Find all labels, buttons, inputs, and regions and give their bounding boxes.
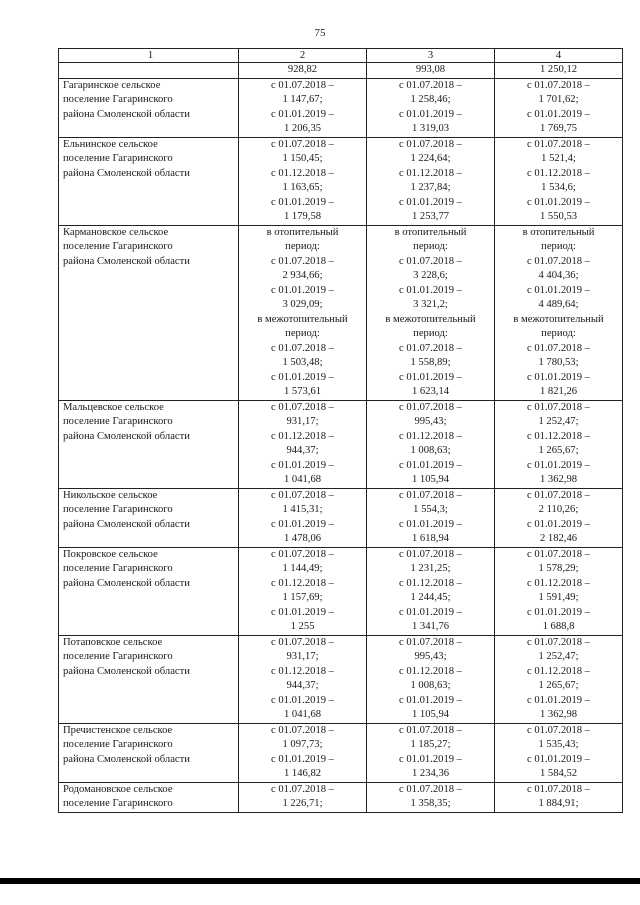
cell-line: с 01.01.2019 – (399, 108, 462, 120)
cell-line: с 01.07.2018 – (271, 636, 334, 648)
cell-line: Родомановское сельское (63, 783, 173, 795)
cell-line: с 01.01.2019 – (399, 284, 462, 296)
table-row (59, 547, 623, 635)
settlement-name-cell (59, 137, 239, 225)
cell-line: с 01.01.2019 – (271, 284, 334, 296)
cell-line: с 01.07.2018 – (527, 636, 590, 648)
cell-line: с 01.07.2018 – (527, 783, 590, 795)
cell-line: 1 688,8 (542, 621, 575, 632)
tariff-col-3-cell (367, 635, 495, 723)
cell-line: с 01.01.2019 – (271, 518, 334, 530)
tariff-col-3-cell (367, 782, 495, 812)
cell-line: с 01.07.2018 – (399, 138, 462, 150)
cell-line: 2 934,66; (282, 270, 323, 281)
tariff-col-2-cell (239, 63, 367, 79)
cell-line: 1 253,77 (411, 211, 450, 222)
cell-line: с 01.01.2019 – (527, 284, 590, 296)
tariff-col-3-cell (367, 400, 495, 488)
settlement-name-cell (59, 225, 239, 400)
tariff-col-3-cell (367, 488, 495, 547)
cell-line: в отопительный (522, 226, 595, 238)
cell-line: с 01.07.2018 – (399, 342, 462, 354)
table-row (59, 63, 623, 79)
cell-line: 1 478,06 (283, 533, 322, 544)
tariff-col-3-cell (367, 723, 495, 782)
tariff-col-2-cell (239, 723, 367, 782)
cell-line: 944,37; (286, 445, 319, 456)
cell-line: 1 146,82 (283, 768, 322, 779)
cell-line: 1 780,53; (538, 357, 579, 368)
cell-line: 1 769,75 (539, 123, 578, 134)
cell-line: с 01.01.2019 – (271, 108, 334, 120)
settlement-name-cell (59, 488, 239, 547)
cell-line: 1 573,61 (283, 386, 322, 397)
cell-line: с 01.07.2018 – (271, 724, 334, 736)
cell-line: с 01.01.2019 – (271, 753, 334, 765)
cell-line: с 01.07.2018 – (271, 783, 334, 795)
cell-line: с 01.01.2019 – (399, 196, 462, 208)
cell-line: 1 157,69; (282, 592, 323, 603)
cell-line: 1 185,27; (410, 739, 451, 750)
cell-line: 944,37; (286, 680, 319, 691)
tariff-table-body (59, 49, 623, 813)
cell-line: 1 265,67; (538, 680, 579, 691)
tariff-col-4-cell (495, 225, 623, 400)
cell-line: 1 535,43; (538, 739, 579, 750)
cell-line: период: (413, 328, 448, 339)
cell-line: 3 029,09; (282, 299, 323, 310)
tariff-col-4-cell (495, 137, 623, 225)
cell-line: района Смоленской области (63, 577, 190, 589)
cell-line: 1 623,14 (411, 386, 450, 397)
cell-line: с 01.07.2018 – (399, 255, 462, 267)
tariff-col-3-cell (367, 78, 495, 137)
cell-line: 3 228,6; (413, 270, 448, 281)
cell-line: 3 321,2; (413, 299, 448, 310)
cell-line: района Смоленской области (63, 430, 190, 442)
cell-line: с 01.01.2019 – (271, 196, 334, 208)
cell-line: 1 206,35 (283, 123, 322, 134)
cell-line: 995,43; (414, 416, 447, 427)
tariff-col-2-cell (239, 782, 367, 812)
tariff-col-2-cell (239, 488, 367, 547)
settlement-name-cell (59, 782, 239, 812)
cell-line: 1 041,68 (283, 474, 322, 485)
cell-line: 1 097,73; (282, 739, 323, 750)
cell-line: 1 578,29; (538, 563, 579, 574)
cell-line: 1 237,84; (410, 182, 451, 193)
cell-line: поселение Гагаринского (63, 563, 173, 574)
settlement-name-cell (59, 547, 239, 635)
cell-line: с 01.07.2018 – (399, 79, 462, 91)
cell-line: с 01.07.2018 – (271, 548, 334, 560)
table-row (59, 137, 623, 225)
cell-line: с 01.07.2018 – (399, 636, 462, 648)
cell-line: 4 404,36; (538, 270, 579, 281)
cell-line: с 01.07.2018 – (271, 489, 334, 501)
cell-line: с 01.07.2018 – (271, 342, 334, 354)
tariff-col-4-cell (495, 635, 623, 723)
cell-line: 1 358,35; (410, 798, 451, 809)
settlement-name-cell (59, 723, 239, 782)
tariff-col-2-cell (239, 635, 367, 723)
tariff-col-3-cell (367, 137, 495, 225)
tariff-col-2-cell (239, 137, 367, 225)
cell-line: с 01.01.2019 – (399, 518, 462, 530)
cell-line: с 01.07.2018 – (271, 401, 334, 413)
cell-line: 1 362,98 (539, 709, 578, 720)
cell-line: с 01.01.2019 – (527, 753, 590, 765)
cell-line: с 01.12.2018 – (527, 167, 590, 179)
page-number: 75 (314, 27, 326, 39)
cell-line: 1 362,98 (539, 474, 578, 485)
cell-line: поселение Гагаринского (63, 241, 173, 252)
cell-line: с 01.07.2018 – (527, 401, 590, 413)
cell-line: района Смоленской области (63, 167, 190, 179)
settlement-name-cell (59, 78, 239, 137)
cell-line: Кармановское сельское (63, 226, 169, 238)
cell-line: с 01.01.2019 – (527, 371, 590, 383)
table-row (59, 635, 623, 723)
cell-line: с 01.01.2019 – (399, 459, 462, 471)
cell-line: с 01.01.2019 – (527, 694, 590, 706)
tariff-col-2-cell (239, 225, 367, 400)
tariff-col-2-cell (239, 547, 367, 635)
cell-line: с 01.07.2018 – (399, 548, 462, 560)
cell-line: в отопительный (266, 226, 339, 238)
cell-line: 1 265,67; (538, 445, 579, 456)
cell-line: 1 041,68 (283, 709, 322, 720)
cell-line: Никольское сельское (63, 489, 158, 501)
cell-line: с 01.01.2019 – (271, 606, 334, 618)
cell-line: Пречистенское сельское (63, 724, 173, 736)
cell-line: с 01.12.2018 – (527, 577, 590, 589)
cell-line: с 01.07.2018 – (527, 255, 590, 267)
cell-line: 1 618,94 (411, 533, 450, 544)
cell-line: 1 521,4; (541, 153, 576, 164)
settlement-name-cell (59, 635, 239, 723)
table-row (59, 723, 623, 782)
cell-line: 995,43; (414, 651, 447, 662)
cell-line: 1 319,03 (411, 123, 450, 134)
cell-line: с 01.01.2019 – (527, 108, 590, 120)
cell-line: поселение Гагаринского (63, 651, 173, 662)
cell-line: 1 231,25; (410, 563, 451, 574)
cell-line: 1 008,63; (410, 445, 451, 456)
cell-line: поселение Гагаринского (63, 798, 173, 809)
cell-line: с 01.07.2018 – (271, 255, 334, 267)
cell-line: в отопительный (394, 226, 467, 238)
cell-line: с 01.12.2018 – (399, 167, 462, 179)
cell-line: 1 341,76 (411, 621, 450, 632)
tariff-col-4-cell (495, 723, 623, 782)
cell-line: Покровское сельское (63, 548, 158, 560)
cell-line: поселение Гагаринского (63, 153, 173, 164)
cell-line: с 01.07.2018 – (527, 79, 590, 91)
header-col-1: 1 (59, 49, 239, 63)
cell-line: 1 258,46; (410, 94, 451, 105)
cell-line: с 01.07.2018 – (399, 783, 462, 795)
cell-line: 1 252,47; (538, 651, 579, 662)
cell-line: с 01.01.2019 – (399, 371, 462, 383)
cell-line: с 01.12.2018 – (271, 665, 334, 677)
cell-line: 1 584,52 (539, 768, 578, 779)
tariff-col-3-cell (367, 225, 495, 400)
table-row (59, 225, 623, 400)
cell-line: 1 244,45; (410, 592, 451, 603)
cell-line: района Смоленской области (63, 518, 190, 530)
tariff-col-4-cell (495, 400, 623, 488)
cell-line: в межотопительный (257, 313, 348, 325)
cell-line: 928,82 (287, 64, 318, 75)
cell-line: 1 821,26 (539, 386, 578, 397)
cell-line: с 01.01.2019 – (527, 606, 590, 618)
cell-line: с 01.12.2018 – (399, 665, 462, 677)
cell-line: 1 415,31; (282, 504, 323, 515)
cell-line: 2 110,26; (538, 504, 579, 515)
cell-line: 1 252,47; (538, 416, 579, 427)
cell-line: с 01.12.2018 – (271, 167, 334, 179)
cell-line: 1 144,49; (282, 563, 323, 574)
cell-line: с 01.07.2018 – (527, 548, 590, 560)
cell-line: с 01.01.2019 – (271, 459, 334, 471)
tariff-col-4-cell (495, 488, 623, 547)
cell-line: 1 234,36 (411, 768, 450, 779)
cell-line: с 01.01.2019 – (399, 606, 462, 618)
cell-line: поселение Гагаринского (63, 504, 173, 515)
cell-line: 1 163,65; (282, 182, 323, 193)
cell-line: поселение Гагаринского (63, 739, 173, 750)
cell-line: района Смоленской области (63, 255, 190, 267)
cell-line: 1 008,63; (410, 680, 451, 691)
cell-line: района Смоленской области (63, 753, 190, 765)
cell-line: с 01.01.2019 – (527, 518, 590, 530)
cell-line: с 01.12.2018 – (271, 577, 334, 589)
header-col-2: 2 (239, 49, 367, 63)
header-col-3: 3 (367, 49, 495, 63)
cell-line: период: (541, 328, 576, 339)
cell-line: с 01.07.2018 – (527, 138, 590, 150)
tariff-col-3-cell (367, 547, 495, 635)
table-row (59, 78, 623, 137)
cell-line: Потаповское сельское (63, 636, 163, 648)
settlement-name-cell (59, 400, 239, 488)
cell-line: 1 147,67; (282, 94, 323, 105)
cell-line: с 01.07.2018 – (399, 724, 462, 736)
cell-line: 1 105,94 (411, 709, 450, 720)
cell-line: поселение Гагаринского (63, 94, 173, 105)
cell-line: 1 105,94 (411, 474, 450, 485)
tariff-col-4-cell (495, 78, 623, 137)
cell-line: 1 250,12 (539, 64, 578, 75)
cell-line: с 01.01.2019 – (527, 459, 590, 471)
cell-line: 993,08 (415, 64, 446, 75)
cell-line: с 01.01.2019 – (399, 694, 462, 706)
scan-bottom-bar (0, 878, 640, 884)
cell-line: 931,17; (286, 651, 319, 662)
cell-line: поселение Гагаринского (63, 416, 173, 427)
cell-line: района Смоленской области (63, 665, 190, 677)
cell-line: с 01.07.2018 – (527, 724, 590, 736)
tariff-col-3-cell (367, 63, 495, 79)
cell-line: 931,17; (286, 416, 319, 427)
cell-line: Ельнинское сельское (63, 138, 158, 150)
cell-line: 1 701,62; (538, 94, 579, 105)
table-row (59, 782, 623, 812)
cell-line: 1 554,3; (413, 504, 448, 515)
cell-line: 1 226,71; (282, 798, 323, 809)
cell-line: 1 550,53 (539, 211, 578, 222)
cell-line: 1 591,49; (538, 592, 579, 603)
cell-line: период: (285, 241, 320, 252)
table-header-row (59, 49, 623, 63)
tariff-table (58, 48, 623, 813)
cell-line: Мальцевское сельское (63, 401, 164, 413)
cell-line: в межотопительный (513, 313, 604, 325)
cell-line: с 01.07.2018 – (271, 79, 334, 91)
cell-line: 1 150,45; (282, 153, 323, 164)
header-col-4: 4 (495, 49, 623, 63)
cell-line: с 01.01.2019 – (271, 694, 334, 706)
cell-line: 1 224,64; (410, 153, 451, 164)
cell-line: с 01.12.2018 – (399, 577, 462, 589)
tariff-col-4-cell (495, 782, 623, 812)
cell-line: период: (285, 328, 320, 339)
cell-line: с 01.07.2018 – (399, 401, 462, 413)
table-row (59, 400, 623, 488)
cell-line: с 01.07.2018 – (399, 489, 462, 501)
cell-line: 1 884,91; (538, 798, 579, 809)
tariff-col-4-cell (495, 547, 623, 635)
cell-line: Гагаринское сельское (63, 79, 161, 91)
cell-line: с 01.12.2018 – (271, 430, 334, 442)
cell-line: с 01.07.2018 – (527, 489, 590, 501)
cell-line: период: (541, 241, 576, 252)
cell-line: с 01.07.2018 – (271, 138, 334, 150)
cell-line: с 01.01.2019 – (527, 196, 590, 208)
cell-line: в межотопительный (385, 313, 476, 325)
cell-line: 2 182,46 (539, 533, 578, 544)
cell-line: с 01.07.2018 – (527, 342, 590, 354)
cell-line: 1 558,89; (410, 357, 451, 368)
cell-line: период: (413, 241, 448, 252)
cell-line: 1 255 (290, 621, 315, 632)
cell-line: 1 179,58 (283, 211, 322, 222)
cell-line: с 01.12.2018 – (527, 665, 590, 677)
cell-line: 4 489,64; (538, 299, 579, 310)
settlement-name-cell (59, 63, 239, 79)
cell-line: 1 503,48; (282, 357, 323, 368)
cell-line: района Смоленской области (63, 108, 190, 120)
table-row (59, 488, 623, 547)
cell-line: с 01.12.2018 – (399, 430, 462, 442)
cell-line: с 01.01.2019 – (399, 753, 462, 765)
cell-line: 1 534,6; (541, 182, 576, 193)
tariff-col-2-cell (239, 78, 367, 137)
tariff-col-4-cell (495, 63, 623, 79)
tariff-col-2-cell (239, 400, 367, 488)
cell-line: с 01.01.2019 – (271, 371, 334, 383)
cell-line: с 01.12.2018 – (527, 430, 590, 442)
